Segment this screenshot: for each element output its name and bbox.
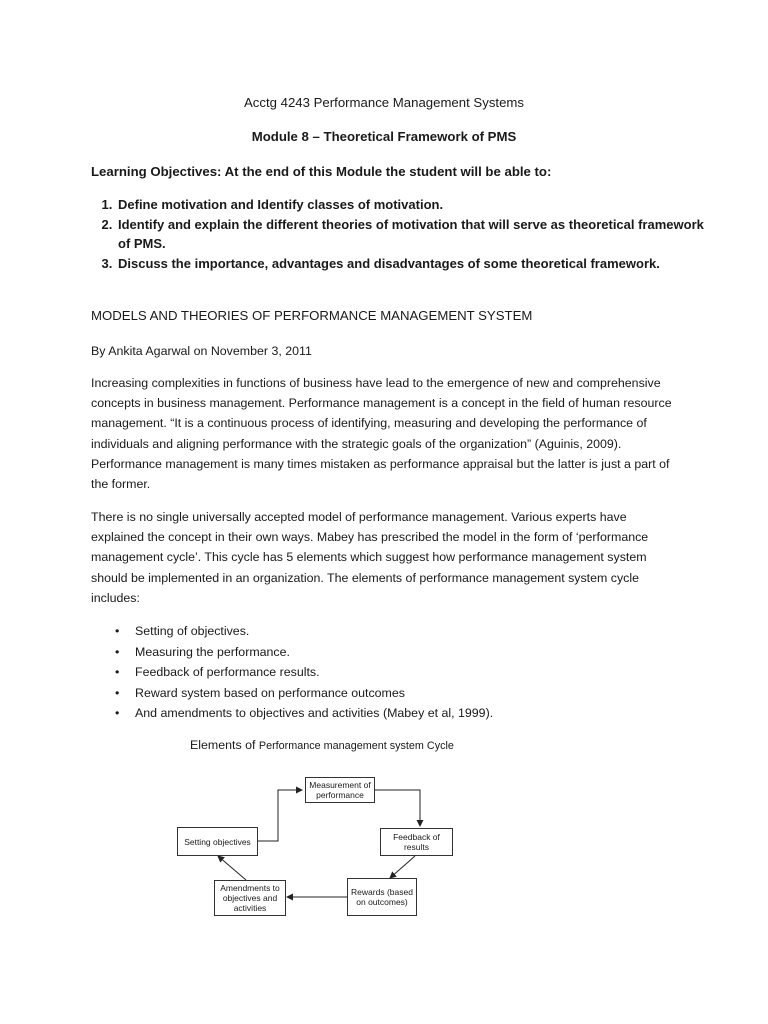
list-item-text: Feedback of performance results. bbox=[135, 665, 320, 679]
arrow-feedback-rewards bbox=[390, 856, 415, 878]
objective-item: 3. Discuss the importance, advantages and disadvantages of some theoretical framework. bbox=[116, 254, 706, 274]
bullet-icon: • bbox=[115, 706, 120, 720]
article-title: MODELS AND THEORIES OF PERFORMANCE MANAGEMENT SYSTEM bbox=[91, 308, 533, 323]
arrow-measurement-feedback bbox=[375, 790, 420, 826]
bullet-icon: • bbox=[115, 624, 120, 638]
objective-item: 1. Define motivation and Identify classes of motivation. bbox=[116, 195, 706, 215]
arrow-setting-measurement bbox=[258, 790, 302, 841]
paragraph-model: There is no single universally accepted model of performance management. Various experts have explained the concept in their own ways. Mabey has prescribed the model in the form of ‘performance management cycle’. This cycle has 5 elements which suggest how performance management system should be implemented in an organization. The elements of performance management system cycle includes: bbox=[91, 510, 649, 605]
node-feedback: Feedback of results bbox=[380, 828, 453, 856]
list-item-text: Measuring the performance. bbox=[135, 644, 290, 659]
node-measurement: Measurement of performance bbox=[305, 777, 375, 803]
bullet-icon: • bbox=[115, 685, 120, 700]
bullet-icon: • bbox=[115, 665, 120, 679]
node-setting: Setting objectives bbox=[177, 827, 258, 856]
list-item-text: Reward system based on performance outcomes bbox=[135, 685, 405, 700]
course-title: Acctg 4243 Performance Management Systems bbox=[243, 95, 524, 110]
module-title: Module 8 – Theoretical Framework of PMS bbox=[251, 129, 517, 144]
objective-item: 2. Identify and explain the different theories of motivation that will serve as theoretical framework of PMS. bbox=[116, 215, 706, 254]
node-amendments: Amendments to objectives and activities bbox=[214, 880, 286, 916]
arrow-amendments-setting bbox=[218, 856, 246, 880]
bullet-icon: • bbox=[115, 644, 120, 659]
list-item-text: Setting of objectives. bbox=[135, 624, 250, 638]
node-rewards: Rewards (based on outcomes) bbox=[347, 878, 417, 916]
figure-caption-prefix: Elements of bbox=[190, 738, 259, 752]
figure-caption-title: Performance management system Cycle bbox=[258, 740, 454, 752]
objectives-intro: Learning Objectives: At the end of this Module the student will be able to: bbox=[91, 164, 552, 179]
paragraph-intro: Increasing complexities in functions of business have lead to the emergence of new and comprehensive concepts in business management. Performance management is a concept in the field of human resource management. “It is a continuous process of identifying, measuring and developing the performance of individuals and aligning performance with the strategic goals of the organization” (Aguinis, 2009). Performance management is many times mistaken as performance appraisal but the latter is just a part of the former. bbox=[91, 376, 672, 492]
list-item-text: And amendments to objectives and activities (Mabey et al, 1999). bbox=[135, 706, 494, 720]
article-byline: By Ankita Agarwal on November 3, 2011 bbox=[91, 344, 312, 358]
